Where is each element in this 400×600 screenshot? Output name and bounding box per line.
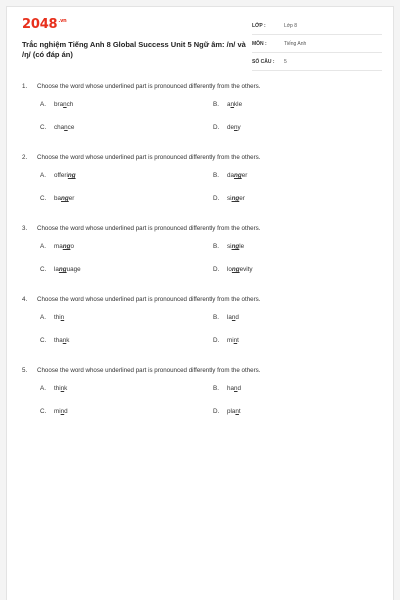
meta-row-class bbox=[252, 17, 382, 35]
option-word bbox=[227, 243, 244, 250]
answer-option-a[interactable] bbox=[40, 242, 213, 251]
option-word bbox=[227, 195, 245, 202]
question-header bbox=[22, 294, 382, 304]
underlined-part: n bbox=[235, 408, 239, 415]
site-logo[interactable] bbox=[22, 17, 67, 32]
word-suffix: er bbox=[239, 195, 245, 202]
question-prompt: Choose the word whose underlined part is pronounced differently from the others. bbox=[37, 295, 261, 303]
meta-value: 5 bbox=[284, 58, 287, 65]
meta-value: Tiếng Anh bbox=[284, 40, 307, 47]
word-suffix: evity bbox=[239, 266, 253, 273]
question-4 bbox=[22, 294, 382, 345]
word-suffix: k bbox=[66, 337, 70, 344]
option-word bbox=[227, 408, 241, 415]
underlined-part: n bbox=[230, 101, 235, 108]
option-word bbox=[227, 124, 241, 131]
option-word bbox=[54, 266, 81, 273]
underlined-part: ng bbox=[58, 266, 67, 273]
word-prefix: si bbox=[227, 243, 232, 250]
option-letter: D. bbox=[213, 124, 220, 131]
option-letter: B. bbox=[213, 172, 219, 179]
word-prefix: mi bbox=[54, 408, 61, 415]
logo-text: 2048 bbox=[22, 17, 58, 32]
option-word bbox=[227, 385, 241, 392]
question-header bbox=[22, 365, 382, 375]
underlined-part: ng bbox=[61, 195, 69, 202]
question-3 bbox=[22, 223, 382, 274]
underlined-part: n bbox=[233, 337, 238, 344]
word-prefix: la bbox=[54, 266, 59, 273]
answer-option-b[interactable] bbox=[213, 171, 383, 180]
word-prefix: offeri bbox=[54, 172, 68, 179]
answer-option-a[interactable] bbox=[40, 313, 213, 322]
option-word bbox=[54, 385, 67, 392]
meta-label: SỐ CÂU : bbox=[252, 58, 275, 65]
answer-options bbox=[40, 100, 382, 132]
option-letter: B. bbox=[213, 385, 219, 392]
word-prefix: lo bbox=[227, 266, 232, 273]
answer-option-d[interactable] bbox=[213, 123, 383, 132]
answer-option-d[interactable] bbox=[213, 336, 383, 345]
option-letter: D. bbox=[213, 195, 220, 202]
question-prompt: Choose the word whose underlined part is pronounced differently from the others. bbox=[37, 82, 261, 90]
underlined-part: n bbox=[60, 385, 65, 392]
option-letter: A. bbox=[40, 243, 46, 250]
answer-options bbox=[40, 171, 382, 203]
question-header bbox=[22, 152, 382, 162]
question-1 bbox=[22, 81, 382, 132]
option-letter: B. bbox=[213, 314, 219, 321]
underlined-part: n bbox=[62, 337, 67, 344]
option-letter: B. bbox=[213, 101, 219, 108]
answer-option-d[interactable] bbox=[213, 407, 383, 416]
word-prefix: thi bbox=[54, 314, 61, 321]
answer-option-c[interactable] bbox=[40, 336, 213, 345]
answer-option-c[interactable] bbox=[40, 194, 213, 203]
word-prefix: si bbox=[227, 195, 232, 202]
answer-option-b[interactable] bbox=[213, 100, 383, 109]
question-5 bbox=[22, 365, 382, 416]
word-suffix: uage bbox=[66, 266, 81, 273]
word-suffix: y bbox=[237, 124, 241, 131]
option-word bbox=[227, 314, 239, 321]
question-header bbox=[22, 81, 382, 91]
word-prefix: la bbox=[227, 314, 232, 321]
word-suffix: ce bbox=[67, 124, 75, 131]
answer-option-d[interactable] bbox=[213, 265, 383, 274]
word-prefix: cha bbox=[54, 124, 65, 131]
answer-option-d[interactable] bbox=[213, 194, 383, 203]
option-letter: B. bbox=[213, 243, 219, 250]
question-prompt: Choose the word whose underlined part is pronounced differently from the others. bbox=[37, 224, 261, 232]
word-suffix: er bbox=[241, 172, 248, 179]
answer-option-b[interactable] bbox=[213, 313, 383, 322]
word-prefix: mi bbox=[227, 337, 234, 344]
word-suffix: d bbox=[237, 385, 242, 392]
word-suffix: k bbox=[64, 385, 68, 392]
answer-option-c[interactable] bbox=[40, 265, 213, 274]
underlined-part: n bbox=[231, 314, 236, 321]
question-header bbox=[22, 223, 382, 233]
word-prefix: ha bbox=[227, 385, 235, 392]
meta-row-count bbox=[252, 53, 382, 71]
worksheet-header bbox=[7, 7, 393, 71]
option-letter: C. bbox=[40, 266, 47, 273]
underlined-part: n bbox=[64, 124, 68, 131]
option-word bbox=[54, 314, 64, 321]
option-word bbox=[227, 172, 247, 179]
word-suffix: d bbox=[64, 408, 68, 415]
answer-option-b[interactable] bbox=[213, 384, 383, 393]
worksheet bbox=[6, 6, 394, 600]
option-letter: A. bbox=[40, 172, 46, 179]
question-prompt: Choose the word whose underlined part is pronounced differently from the others. bbox=[37, 366, 261, 374]
option-word bbox=[54, 408, 68, 415]
option-letter: D. bbox=[213, 337, 220, 344]
word-prefix: pla bbox=[227, 408, 236, 415]
meta-table bbox=[252, 17, 382, 71]
word-prefix: bra bbox=[54, 101, 64, 108]
underlined-part: n bbox=[234, 124, 238, 131]
underlined-part: n bbox=[234, 385, 238, 392]
underlined-part: n bbox=[63, 101, 67, 108]
question-number: 3. bbox=[22, 224, 28, 232]
option-word bbox=[227, 266, 253, 273]
word-prefix: ba bbox=[54, 195, 62, 202]
question-number: 1. bbox=[22, 82, 28, 90]
question-2 bbox=[22, 152, 382, 203]
option-word bbox=[54, 243, 74, 250]
answer-option-a[interactable] bbox=[40, 384, 213, 393]
option-letter: A. bbox=[40, 385, 46, 392]
underlined-part: ng bbox=[67, 172, 76, 179]
question-prompt: Choose the word whose underlined part is pronounced differently from the others. bbox=[37, 153, 261, 161]
option-word bbox=[54, 124, 74, 131]
underlined-part: ng bbox=[231, 266, 240, 273]
option-letter: A. bbox=[40, 101, 46, 108]
word-suffix: le bbox=[239, 243, 245, 250]
underlined-part: ng bbox=[231, 195, 240, 202]
word-suffix: er bbox=[68, 195, 75, 202]
document-title: Trắc nghiệm Tiếng Anh 8 Global Success Unit 5 Ngữ âm: /n/ và /ŋ/ (có đáp án) bbox=[22, 40, 246, 59]
answer-option-a[interactable] bbox=[40, 171, 213, 180]
option-word bbox=[227, 337, 239, 344]
answer-options bbox=[40, 242, 382, 274]
underlined-part: ng bbox=[234, 172, 242, 179]
option-letter: A. bbox=[40, 314, 46, 321]
answer-option-c[interactable] bbox=[40, 407, 213, 416]
option-word bbox=[54, 101, 73, 108]
underlined-part: n bbox=[60, 314, 65, 321]
question-number: 4. bbox=[22, 295, 28, 303]
answer-options bbox=[40, 313, 382, 345]
word-prefix: de bbox=[227, 124, 235, 131]
option-word bbox=[54, 195, 74, 202]
word-suffix: t bbox=[238, 408, 241, 415]
question-number: 2. bbox=[22, 153, 28, 161]
underlined-part: ng bbox=[62, 243, 71, 250]
word-prefix: thi bbox=[54, 385, 61, 392]
word-prefix: ma bbox=[54, 243, 63, 250]
option-word bbox=[54, 337, 69, 344]
option-letter: C. bbox=[40, 195, 47, 202]
word-suffix: kle bbox=[234, 101, 243, 108]
word-prefix: da bbox=[227, 172, 235, 179]
option-letter: C. bbox=[40, 337, 47, 344]
word-suffix: d bbox=[235, 314, 239, 321]
underlined-part: ng bbox=[231, 243, 240, 250]
option-letter: C. bbox=[40, 124, 47, 131]
meta-value: Lớp 8 bbox=[284, 22, 298, 29]
meta-label: LỚP : bbox=[252, 22, 266, 29]
option-word bbox=[227, 101, 242, 108]
question-number: 5. bbox=[22, 366, 28, 374]
word-prefix: tha bbox=[54, 337, 63, 344]
logo-suffix: .vn bbox=[58, 18, 67, 24]
option-letter: D. bbox=[213, 266, 220, 273]
option-word bbox=[54, 172, 76, 179]
answer-option-a[interactable] bbox=[40, 100, 213, 109]
answer-option-c[interactable] bbox=[40, 123, 213, 132]
meta-row-subject bbox=[252, 35, 382, 53]
word-suffix: t bbox=[237, 337, 239, 344]
option-letter: C. bbox=[40, 408, 47, 415]
word-suffix: ch bbox=[66, 101, 74, 108]
option-letter: D. bbox=[213, 408, 220, 415]
meta-label: MÔN : bbox=[252, 40, 267, 47]
underlined-part: n bbox=[60, 408, 65, 415]
answer-options bbox=[40, 384, 382, 416]
answer-option-b[interactable] bbox=[213, 242, 383, 251]
word-prefix: a bbox=[227, 101, 231, 108]
word-suffix: o bbox=[70, 243, 74, 250]
